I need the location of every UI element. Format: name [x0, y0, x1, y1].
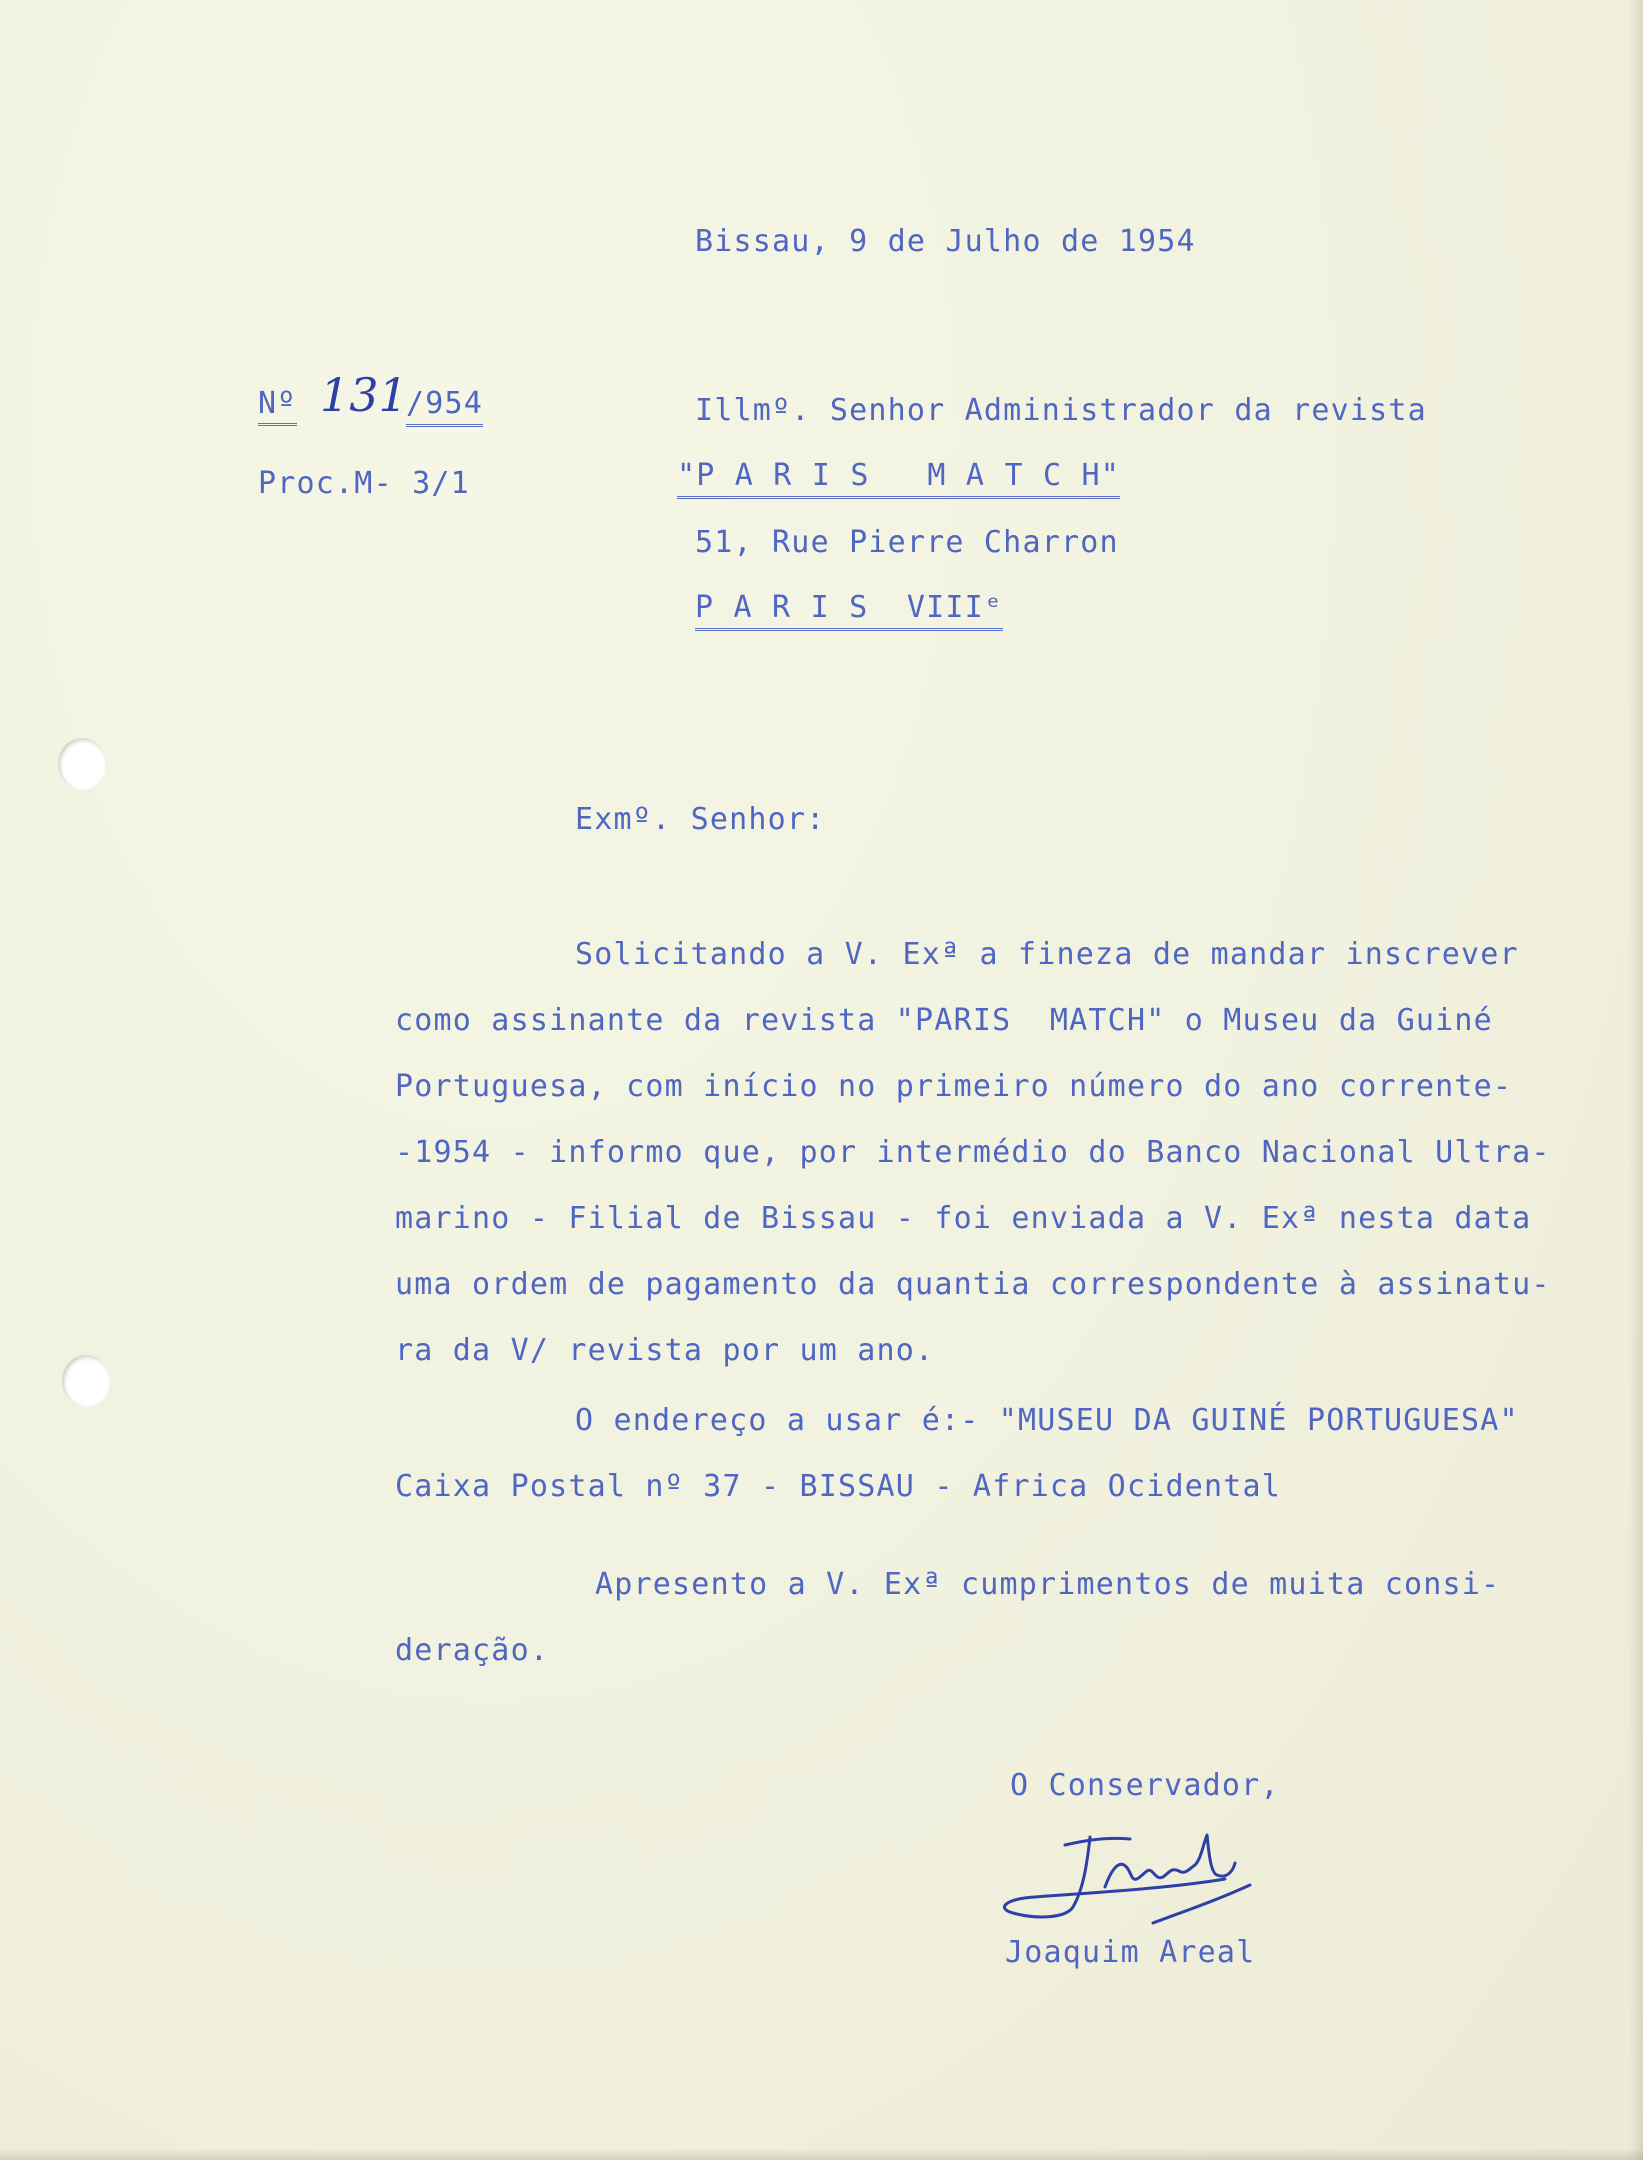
body-p1-line-3: Portuguesa, com início no primeiro número do ano corrente- [395, 1069, 1513, 1104]
punch-hole-bottom [62, 1355, 110, 1407]
salutation: Exmº. Senhor: [575, 802, 826, 837]
body-p1-line-1: Solicitando a V. Exª a fineza de mandar inscrever [575, 937, 1519, 972]
body-p1-line-7: ra da V/ revista por um ano. [395, 1333, 935, 1368]
reference-number [258, 368, 484, 422]
recipient-line-3: 51, Rue Pierre Charron [695, 525, 1119, 560]
process-reference: Proc.M- 3/1 [258, 466, 470, 501]
recipient-line-1: Illmº. Senhor Administrador da revista [695, 393, 1427, 428]
body-p3-line-1: Apresento a V. Exª cumprimentos de muita consi- [595, 1567, 1501, 1602]
paper-edge-shadow [1629, 0, 1643, 2160]
body-p1-line-6: uma ordem de pagamento da quantia correspondente à assinatu- [395, 1267, 1551, 1302]
body-p1-line-4: -1954 - informo que, por intermédio do Banco Nacional Ultra- [395, 1135, 1551, 1170]
punch-hole-top [58, 738, 106, 790]
paper-bottom-shadow [0, 2148, 1643, 2160]
reference-handwritten-number: 131 [320, 368, 408, 422]
body-p3-line-2: deração. [395, 1633, 550, 1668]
recipient-line-4: P A R I S VIIIᵉ [695, 590, 1003, 631]
body-p1-line-2: como assinante da revista "PARIS MATCH" o Museu da Guiné [395, 1003, 1493, 1038]
reference-no-suffix: /954 [406, 386, 483, 427]
signer-name: Joaquim Areal [1005, 1935, 1256, 1970]
body-p2-line-2: Caixa Postal nº 37 - BISSAU - Africa Ocidental [395, 1469, 1282, 1504]
signature-image [995, 1815, 1315, 1945]
date-line: Bissau, 9 de Julho de 1954 [695, 224, 1196, 259]
body-p1-line-5: marino - Filial de Bissau - foi enviada a V. Exª nesta data [395, 1201, 1532, 1236]
recipient-line-2: "P A R I S M A T C H" [677, 458, 1120, 499]
body-p2-line-1: O endereço a usar é:- "MUSEU DA GUINÉ PORTUGUESA" [575, 1403, 1519, 1438]
reference-no-prefix: Nº [258, 386, 297, 426]
closing-title: O Conservador, [1010, 1768, 1280, 1803]
